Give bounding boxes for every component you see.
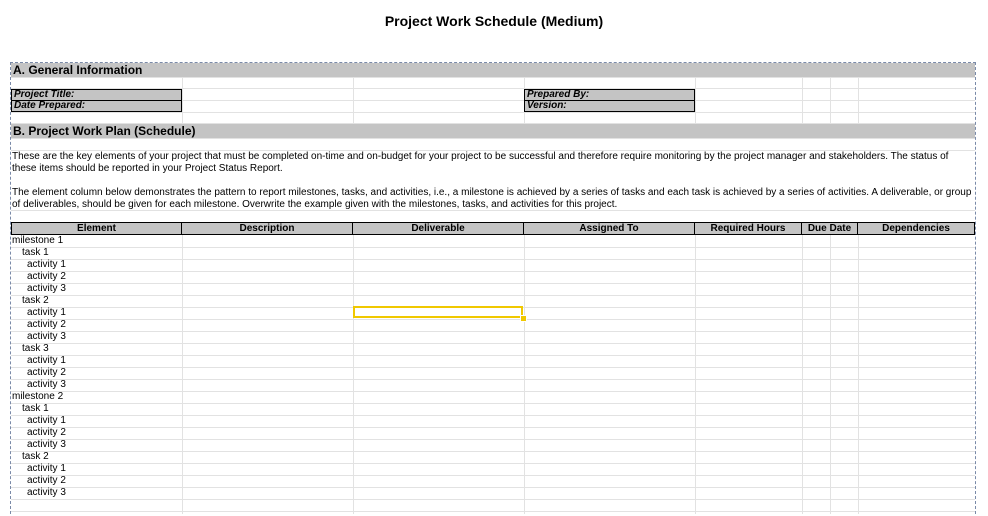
column-gridline: [182, 77, 183, 124]
activity-cell[interactable]: activity 3: [27, 331, 66, 342]
column-gridline: [858, 77, 859, 124]
instructions-paragraph-1[interactable]: These are the key elements of your project that must be completed on-time and on-budget for your project to be successful and therefore require monitoring by the project manager and stakeholders. The status of these items should be reported in your Project Status Report.: [12, 151, 949, 174]
column-gridline: [524, 235, 525, 514]
column-gridline: [830, 235, 831, 514]
activity-cell[interactable]: activity 3: [27, 487, 66, 498]
activity-cell[interactable]: activity 1: [27, 463, 66, 474]
task-cell[interactable]: task 1: [22, 403, 49, 414]
column-header-dependencies[interactable]: Dependencies: [858, 222, 975, 235]
milestone-cell[interactable]: milestone 1: [12, 235, 64, 246]
fill-handle[interactable]: [520, 315, 527, 322]
task-cell[interactable]: task 2: [22, 451, 49, 462]
activity-cell[interactable]: activity 2: [27, 367, 66, 378]
column-header-description[interactable]: Description: [182, 222, 353, 235]
instructions-paragraph-2[interactable]: The element column below demonstrates the pattern to report milestones, tasks, and activities, i.e., a milestone is achieved by a series of tasks and each task is achieved by a series of activities. A deliverable, or group of deliverables, should be given for each milestone. Overwrite the example given with the milestones, tasks, and activities for this project.: [12, 187, 972, 210]
activity-cell[interactable]: activity 3: [27, 283, 66, 294]
activity-cell[interactable]: activity 1: [27, 355, 66, 366]
task-cell[interactable]: task 2: [22, 295, 49, 306]
column-gridline: [858, 235, 859, 514]
sheet-title: Project Work Schedule (Medium): [384, 13, 604, 29]
column-header-due-date[interactable]: Due Date: [802, 222, 858, 235]
row-gridline: [11, 138, 975, 139]
date-prepared-label[interactable]: Date Prepared:: [11, 100, 182, 112]
column-gridline: [802, 77, 803, 124]
column-header-element[interactable]: Element: [11, 222, 182, 235]
task-cell[interactable]: task 3: [22, 343, 49, 354]
column-gridline: [353, 77, 354, 124]
column-gridline: [802, 235, 803, 514]
column-header-deliverable[interactable]: Deliverable: [353, 222, 524, 235]
task-cell[interactable]: task 1: [22, 247, 49, 258]
activity-cell[interactable]: activity 1: [27, 259, 66, 270]
activity-cell[interactable]: activity 2: [27, 319, 66, 330]
page-break-right: [975, 62, 976, 514]
activity-cell[interactable]: activity 1: [27, 415, 66, 426]
column-header-assigned-to[interactable]: Assigned To: [524, 222, 695, 235]
section-project-work-plan: B. Project Work Plan (Schedule): [11, 124, 975, 138]
column-gridline: [182, 235, 183, 514]
prepared-by-label[interactable]: Prepared By:: [524, 89, 695, 101]
version-label[interactable]: Version:: [524, 100, 695, 112]
activity-cell[interactable]: activity 3: [27, 439, 66, 450]
column-gridline: [830, 77, 831, 124]
section-general-information: A. General Information: [11, 63, 975, 77]
activity-cell[interactable]: activity 2: [27, 271, 66, 282]
column-header-required-hours[interactable]: Required Hours: [695, 222, 802, 235]
activity-cell[interactable]: activity 3: [27, 379, 66, 390]
selected-cell[interactable]: [353, 306, 523, 318]
column-gridline: [353, 235, 354, 514]
milestone-cell[interactable]: milestone 2: [12, 391, 64, 402]
activity-cell[interactable]: activity 1: [27, 307, 66, 318]
column-gridline: [695, 235, 696, 514]
column-gridline: [695, 77, 696, 124]
activity-cell[interactable]: activity 2: [27, 475, 66, 486]
activity-cell[interactable]: activity 2: [27, 427, 66, 438]
project-title-label[interactable]: Project Title:: [11, 89, 182, 101]
